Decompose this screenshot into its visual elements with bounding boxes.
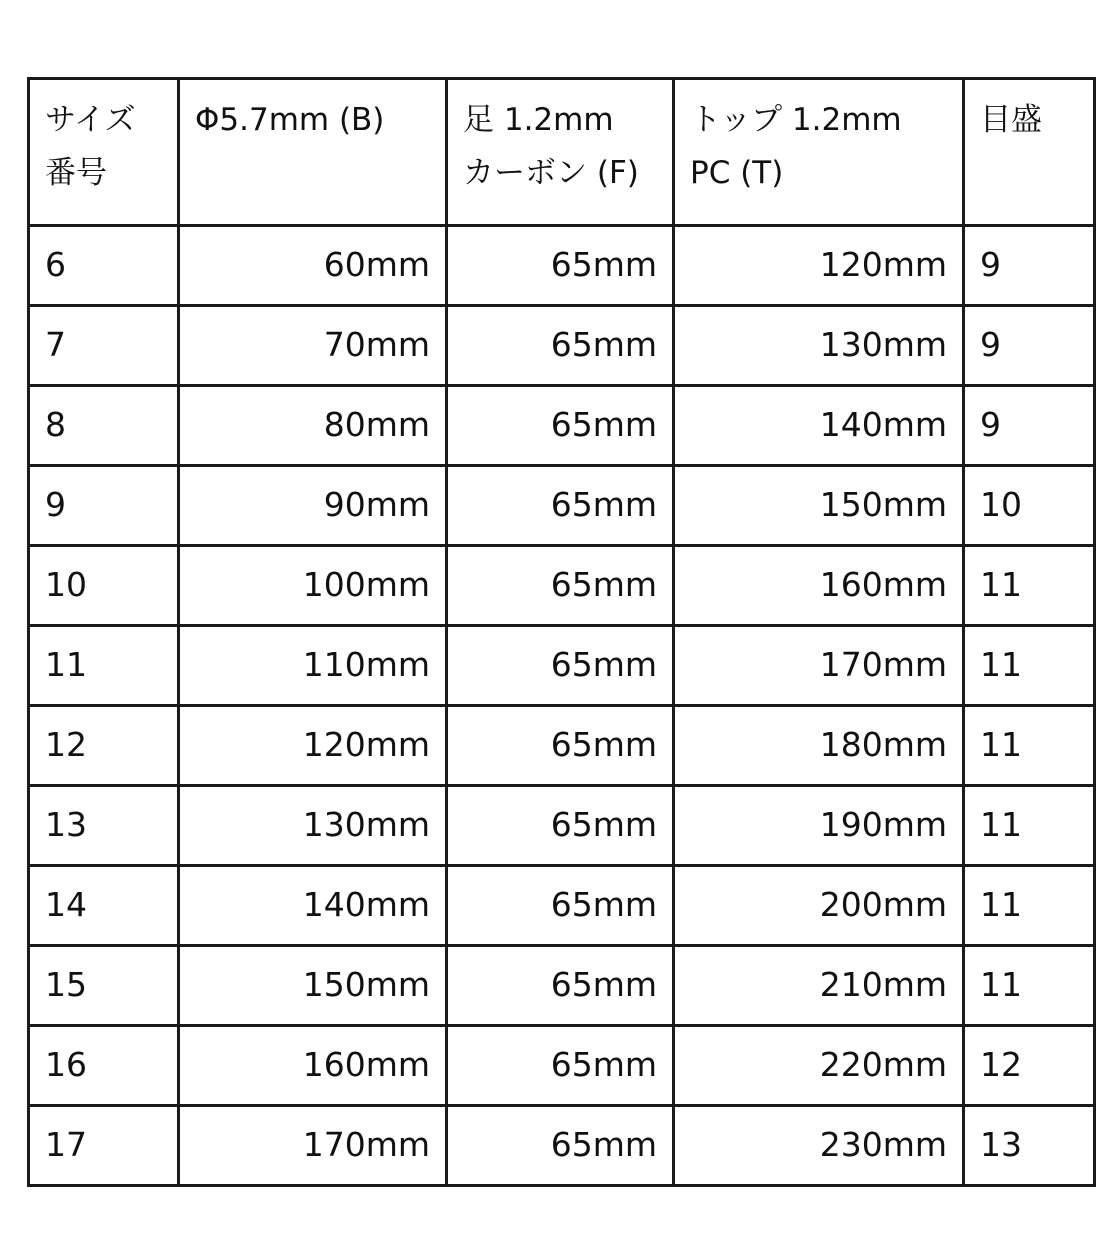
top-t-cell: 140mm xyxy=(674,386,964,466)
size-number-cell: 8 xyxy=(29,386,179,466)
top-t-cell: 160mm xyxy=(674,546,964,626)
table-row xyxy=(29,706,1095,786)
header-top-pc-t-line: トップ 1.2mm xyxy=(690,102,902,138)
header-size-number-line: 番号 xyxy=(45,154,107,191)
header-top-pc-t-line: PC (T) xyxy=(690,154,784,191)
size-number-cell: 17 xyxy=(29,1106,179,1186)
header-size-number-line: サイズ xyxy=(45,102,136,138)
top-t-cell: 170mm xyxy=(674,626,964,706)
top-t-cell: 200mm xyxy=(674,866,964,946)
header-scale xyxy=(964,79,1095,226)
table-row xyxy=(29,1106,1095,1186)
table-row xyxy=(29,786,1095,866)
scale-cell: 11 xyxy=(964,946,1095,1026)
size-number-cell: 12 xyxy=(29,706,179,786)
size-number-cell: 14 xyxy=(29,866,179,946)
leg-f-cell: 65mm xyxy=(447,786,674,866)
leg-f-cell: 65mm xyxy=(447,1106,674,1186)
table-row xyxy=(29,466,1095,546)
size-number-cell: 9 xyxy=(29,466,179,546)
leg-f-cell: 65mm xyxy=(447,466,674,546)
diameter-b-cell: 130mm xyxy=(179,786,447,866)
top-t-cell: 150mm xyxy=(674,466,964,546)
table-row xyxy=(29,626,1095,706)
leg-f-cell: 65mm xyxy=(447,546,674,626)
diameter-b-cell: 90mm xyxy=(179,466,447,546)
leg-f-cell: 65mm xyxy=(447,946,674,1026)
leg-f-cell: 65mm xyxy=(447,866,674,946)
diameter-b-cell: 120mm xyxy=(179,706,447,786)
leg-f-cell: 65mm xyxy=(447,386,674,466)
scale-cell: 13 xyxy=(964,1106,1095,1186)
size-number-cell: 13 xyxy=(29,786,179,866)
header-leg-carbon-f-line: カーボン (F) xyxy=(463,154,639,191)
header-diameter-b-line: Φ5.7mm (B) xyxy=(195,102,385,138)
table-row xyxy=(29,226,1095,306)
scale-cell: 11 xyxy=(964,546,1095,626)
top-t-cell: 120mm xyxy=(674,226,964,306)
header-leg-carbon-f xyxy=(447,79,674,226)
header-diameter-b xyxy=(179,79,447,226)
scale-cell: 9 xyxy=(964,386,1095,466)
size-number-cell: 6 xyxy=(29,226,179,306)
top-t-cell: 210mm xyxy=(674,946,964,1026)
diameter-b-cell: 110mm xyxy=(179,626,447,706)
top-t-cell: 220mm xyxy=(674,1026,964,1106)
leg-f-cell: 65mm xyxy=(447,306,674,386)
header-row xyxy=(29,79,1095,226)
scale-cell: 9 xyxy=(964,306,1095,386)
scale-cell: 11 xyxy=(964,866,1095,946)
diameter-b-cell: 150mm xyxy=(179,946,447,1026)
diameter-b-cell: 160mm xyxy=(179,1026,447,1106)
header-size-number xyxy=(29,79,179,226)
diameter-b-cell: 70mm xyxy=(179,306,447,386)
leg-f-cell: 65mm xyxy=(447,226,674,306)
header-leg-carbon-f-line: 足 1.2mm xyxy=(463,102,614,138)
diameter-b-cell: 170mm xyxy=(179,1106,447,1186)
scale-cell: 9 xyxy=(964,226,1095,306)
table-row xyxy=(29,546,1095,626)
leg-f-cell: 65mm xyxy=(447,626,674,706)
top-t-cell: 190mm xyxy=(674,786,964,866)
leg-f-cell: 65mm xyxy=(447,1026,674,1106)
scale-cell: 11 xyxy=(964,786,1095,866)
scale-cell: 11 xyxy=(964,706,1095,786)
size-number-cell: 11 xyxy=(29,626,179,706)
table-row xyxy=(29,306,1095,386)
diameter-b-cell: 100mm xyxy=(179,546,447,626)
size-number-cell: 15 xyxy=(29,946,179,1026)
size-spec-table xyxy=(27,77,1096,1187)
scale-cell: 10 xyxy=(964,466,1095,546)
table-row xyxy=(29,866,1095,946)
table-row xyxy=(29,386,1095,466)
top-t-cell: 230mm xyxy=(674,1106,964,1186)
size-number-cell: 16 xyxy=(29,1026,179,1106)
scale-cell: 12 xyxy=(964,1026,1095,1106)
top-t-cell: 180mm xyxy=(674,706,964,786)
diameter-b-cell: 140mm xyxy=(179,866,447,946)
table-body xyxy=(29,79,1095,1186)
diameter-b-cell: 60mm xyxy=(179,226,447,306)
table-row xyxy=(29,946,1095,1026)
size-number-cell: 10 xyxy=(29,546,179,626)
header-top-pc-t xyxy=(674,79,964,226)
header-scale-line: 目盛 xyxy=(980,102,1042,138)
diameter-b-cell: 80mm xyxy=(179,386,447,466)
table-row xyxy=(29,1026,1095,1106)
size-number-cell: 7 xyxy=(29,306,179,386)
top-t-cell: 130mm xyxy=(674,306,964,386)
scale-cell: 11 xyxy=(964,626,1095,706)
leg-f-cell: 65mm xyxy=(447,706,674,786)
